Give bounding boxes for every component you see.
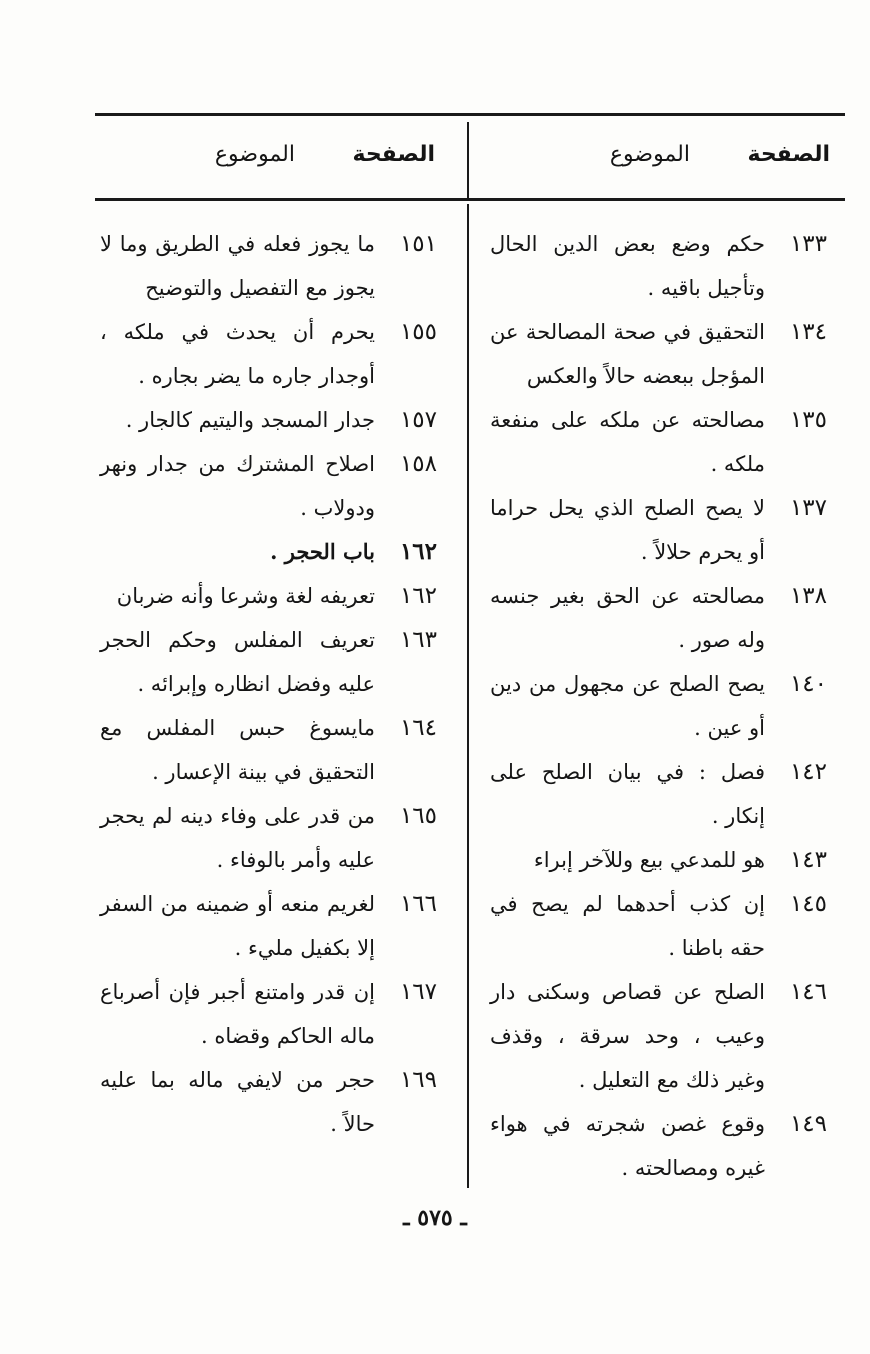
index-entry (490, 486, 835, 574)
entry-topic: جدار المسجد واليتيم كالجار . (125, 408, 375, 432)
index-entry (100, 794, 445, 882)
entry-topic: يحرم أن يحدث في ملكه ، أوجدار جاره ما يضر بجاره . (100, 320, 375, 388)
entry-page-number: ١٥٧ (399, 407, 437, 433)
entry-topic: مايسوغ حبس المفلس مع التحقيق في بينة الإعسار . (100, 716, 375, 784)
entry-page-number: ١٦٦ (399, 891, 437, 917)
entry-page-number: ١٤٣ (789, 847, 827, 873)
top-rule (95, 113, 845, 116)
page-number: ـ ٥٧٥ ـ (403, 1205, 467, 1231)
entry-topic: الصلح عن قصاص وسكنى دار وعيب ، وحد سرقة ، وقذف وغير ذلك مع التعليل . (490, 980, 765, 1092)
right-topic-heading: الموضوع (609, 142, 690, 167)
entry-page-number: ١٦٢ (399, 583, 437, 609)
entry-page-number: ١٤٠ (789, 671, 827, 697)
entry-topic: تعريفه لغة وشرعا وأنه ضربان (116, 584, 375, 608)
entry-page-number: ١٥٨ (399, 451, 437, 477)
entry-topic: باب الحجر . (270, 539, 375, 564)
index-entry (490, 310, 835, 398)
entry-page-number: ١٦٥ (399, 803, 437, 829)
entry-page-number: ١٣٣ (789, 231, 827, 257)
entry-topic: اصلاح المشترك من جدار ونهر ودولاب . (100, 452, 375, 520)
column-divider (467, 204, 469, 1188)
entry-topic: لغريم منعه أو ضمينه من السفر إلا بكفيل مليء . (100, 892, 375, 960)
entry-page-number: ١٥١ (399, 231, 437, 257)
header-column-divider (467, 122, 469, 198)
index-entry (490, 750, 835, 838)
entry-page-number: ١٣٨ (789, 583, 827, 609)
entry-page-number: ١٦٢ (399, 538, 437, 565)
entry-topic: حجر من لايفي ماله بما عليه حالاً . (100, 1068, 375, 1136)
entry-page-number: ١٣٤ (789, 319, 827, 345)
index-entry (490, 882, 835, 970)
index-entry (490, 1102, 835, 1190)
index-entry (100, 618, 445, 706)
entry-page-number: ١٤٥ (789, 891, 827, 917)
left-column-header (100, 142, 445, 182)
left-column (100, 222, 445, 1146)
index-entry (100, 574, 445, 618)
entry-topic: التحقيق في صحة المصالحة عن المؤجل ببعضه حالاً والعكس (490, 320, 765, 388)
entry-page-number: ١٦٩ (399, 1067, 437, 1093)
entry-page-number: ١٤٩ (789, 1111, 827, 1137)
index-entry (490, 970, 835, 1102)
index-entry (490, 662, 835, 750)
right-page-heading: الصفحة (747, 142, 830, 167)
entry-topic: مصالحته عن الحق بغير جنسه وله صور . (490, 584, 765, 652)
entry-topic: تعريف المفلس وحكم الحجر عليه وفضل انظاره وإبرائه . (100, 628, 375, 696)
index-entry (100, 1058, 445, 1146)
index-entry (100, 310, 445, 398)
entry-topic: يصح الصلح عن مجهول من دين أو عين . (490, 672, 765, 740)
entry-topic: ما يجوز فعله في الطريق وما لا يجوز مع التفصيل والتوضيح (100, 232, 375, 300)
right-column (490, 222, 835, 1190)
index-entry (100, 530, 445, 574)
index-entry (100, 706, 445, 794)
entry-topic: وقوع غصن شجرته في هواء غيره ومصالحته . (490, 1112, 765, 1180)
entry-page-number: ١٤٦ (789, 979, 827, 1005)
index-entry (490, 222, 835, 310)
index-entry (490, 574, 835, 662)
entry-page-number: ١٥٥ (399, 319, 437, 345)
left-topic-heading: الموضوع (214, 142, 295, 167)
entry-page-number: ١٣٥ (789, 407, 827, 433)
left-page-heading: الصفحة (352, 142, 435, 167)
index-entry (100, 398, 445, 442)
index-entry (490, 398, 835, 486)
right-column-header (480, 142, 840, 182)
index-entry (490, 838, 835, 882)
entry-topic: هو للمدعي بيع وللآخر إبراء (533, 848, 765, 872)
entry-topic: مصالحته عن ملكه على منفعة ملكه . (490, 408, 765, 476)
entry-page-number: ١٦٤ (399, 715, 437, 741)
index-entry (100, 970, 445, 1058)
entry-topic: من قدر على وفاء دينه لم يحجر عليه وأمر بالوفاء . (100, 804, 375, 872)
entry-page-number: ١٣٧ (789, 495, 827, 521)
index-entry (100, 222, 445, 310)
entry-topic: فصل : في بيان الصلح على إنكار . (490, 760, 765, 828)
entry-page-number: ١٦٧ (399, 979, 437, 1005)
entry-topic: إن كذب أحدهما لم يصح في حقه باطنا . (490, 892, 765, 960)
index-entry (100, 882, 445, 970)
entry-topic: إن قدر وامتنع أجبر فإن أصرباع ماله الحاكم وقضاه . (100, 980, 375, 1048)
index-entry (100, 442, 445, 530)
header-rule (95, 198, 845, 201)
entry-topic: حكم وضع بعض الدين الحال وتأجيل باقيه . (490, 232, 765, 300)
entry-page-number: ١٦٣ (399, 627, 437, 653)
entry-page-number: ١٤٢ (789, 759, 827, 785)
entry-topic: لا يصح الصلح الذي يحل حراما أو يحرم حلالاً . (490, 496, 765, 564)
